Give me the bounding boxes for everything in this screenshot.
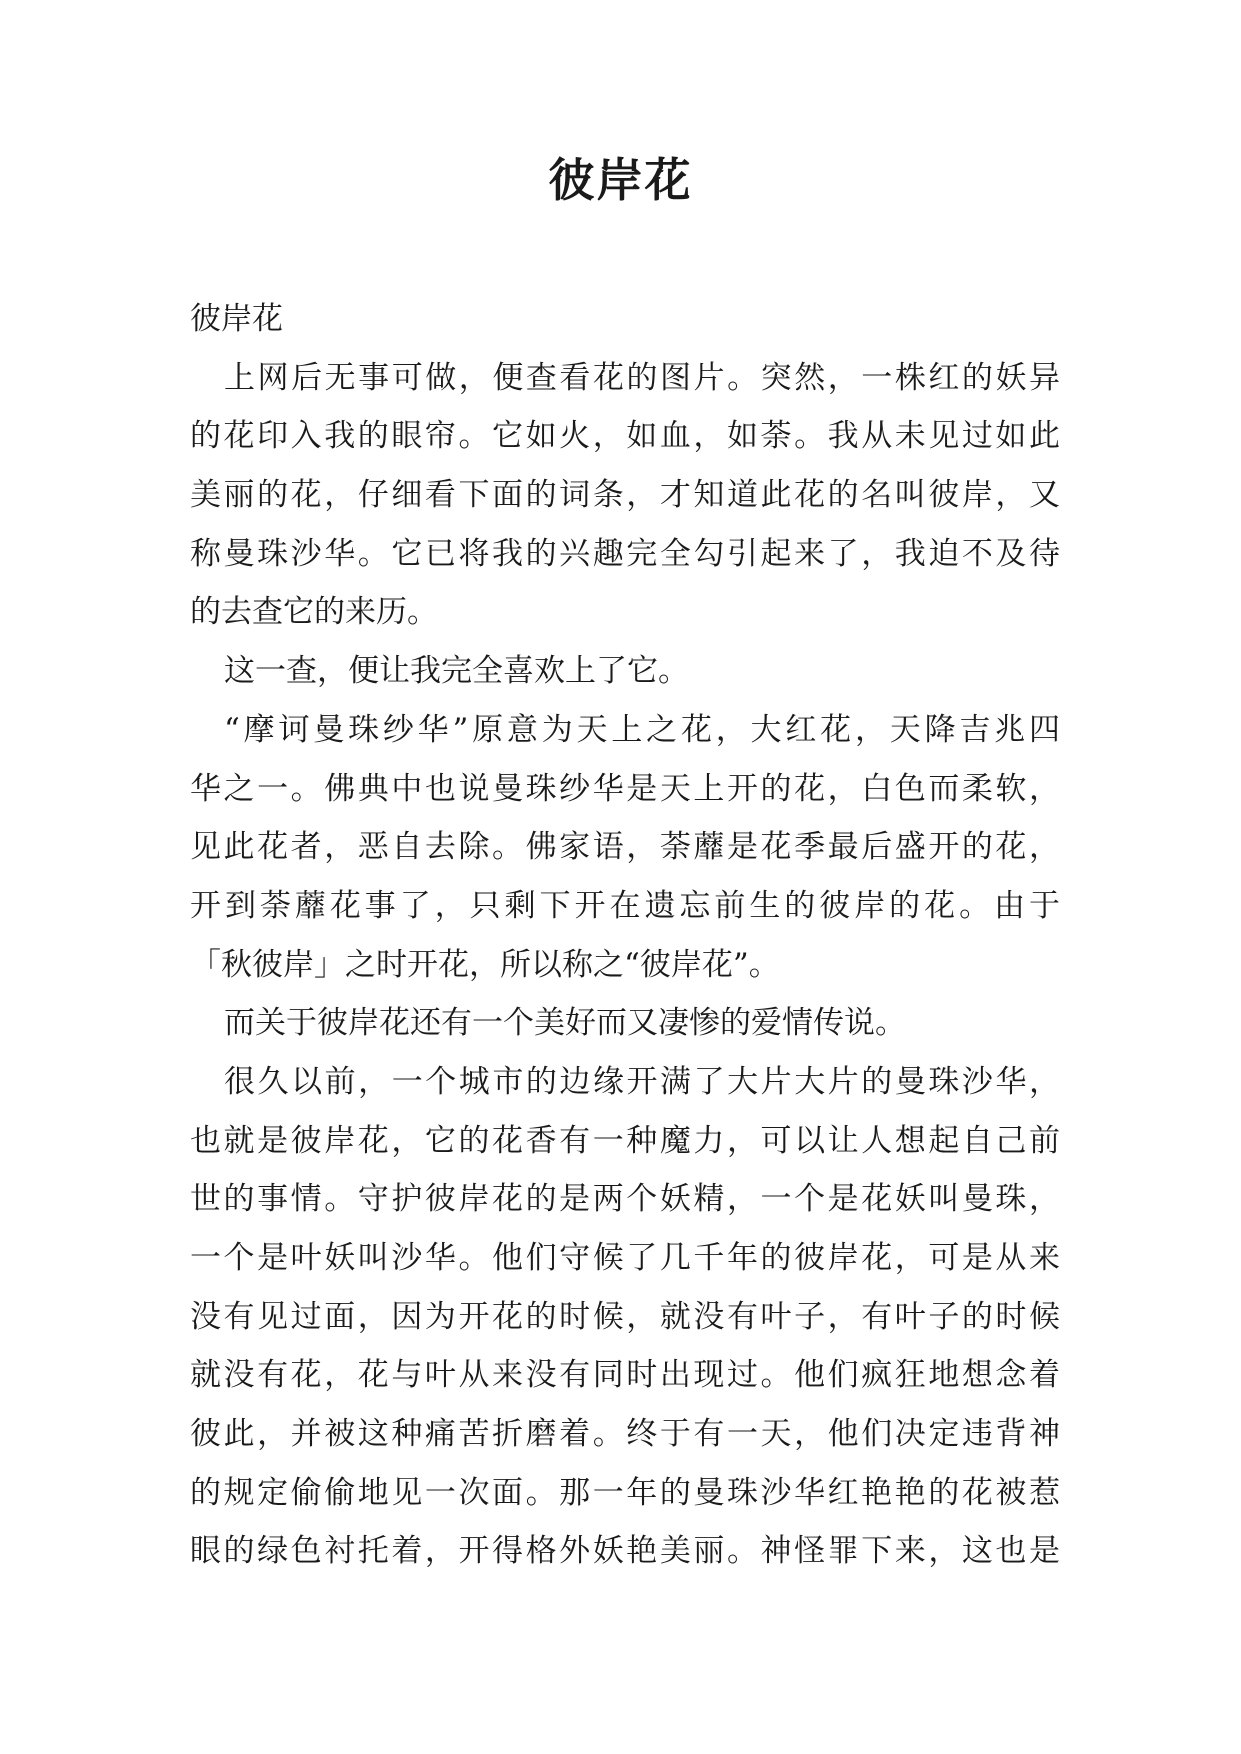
- text-line: 上网后无事可做，便查看花的图片。突然，一株红的妖异: [224, 359, 1060, 396]
- text-line: 也就是彼岸花，它的花香有一种魔力，可以让人想起自己前: [190, 1122, 1060, 1159]
- text-line: 称曼珠沙华。它已将我的兴趣完全勾引起来了，我迫不及待: [190, 535, 1060, 572]
- text-line: 开到荼蘼花事了，只剩下开在遗忘前生的彼岸的花。由于: [190, 887, 1060, 924]
- text-line: 的花印入我的眼帘。它如火，如血，如荼。我从未见过如此: [190, 418, 1060, 455]
- page-title: 彼岸花: [548, 153, 693, 207]
- text-line: 彼此，并被这种痛苦折磨着。终于有一天，他们决定违背神: [190, 1416, 1060, 1453]
- text-line: 很久以前，一个城市的边缘开满了大片大片的曼珠沙华，: [224, 1063, 1060, 1100]
- text-line: 彼岸花: [190, 301, 283, 337]
- text-line: 眼的绿色衬托着，开得格外妖艳美丽。神怪罪下来，这也是: [190, 1533, 1060, 1570]
- text-line: 的去查它的来历。: [190, 594, 438, 631]
- text-line: 这一查，便让我完全喜欢上了它。: [224, 653, 689, 690]
- text-line: 华之一。佛典中也说曼珠纱华是天上开的花，白色而柔软，: [190, 770, 1060, 807]
- text-line: 没有见过面，因为开花的时候，就没有叶子，有叶子的时候: [190, 1298, 1060, 1335]
- text-line: 「秋彼岸」之时开花，所以称之“彼岸花”。: [190, 946, 780, 983]
- text-line: “摩诃曼珠纱华”原意为天上之花，大红花，天降吉兆四: [224, 711, 1060, 748]
- text-line: 一个是叶妖叫沙华。他们守候了几千年的彼岸花，可是从来: [190, 1240, 1060, 1276]
- text-line: 的规定偷偷地见一次面。那一年的曼珠沙华红艳艳的花被惹: [190, 1474, 1060, 1511]
- document-body: [190, 290, 1060, 1581]
- text-line: 美丽的花，仔细看下面的词条，才知道此花的名叫彼岸，又: [190, 477, 1060, 514]
- text-line: 而关于彼岸花还有一个美好而又凄惨的爱情传说。: [224, 1005, 906, 1042]
- text-line: 见此花者，恶自去除。佛家语，荼蘼是花季最后盛开的花，: [190, 829, 1060, 866]
- text-line: 就没有花，花与叶从来没有同时出现过。他们疯狂地想念着: [190, 1357, 1060, 1394]
- text-line: 世的事情。守护彼岸花的是两个妖精，一个是花妖叫曼珠，: [190, 1181, 1060, 1218]
